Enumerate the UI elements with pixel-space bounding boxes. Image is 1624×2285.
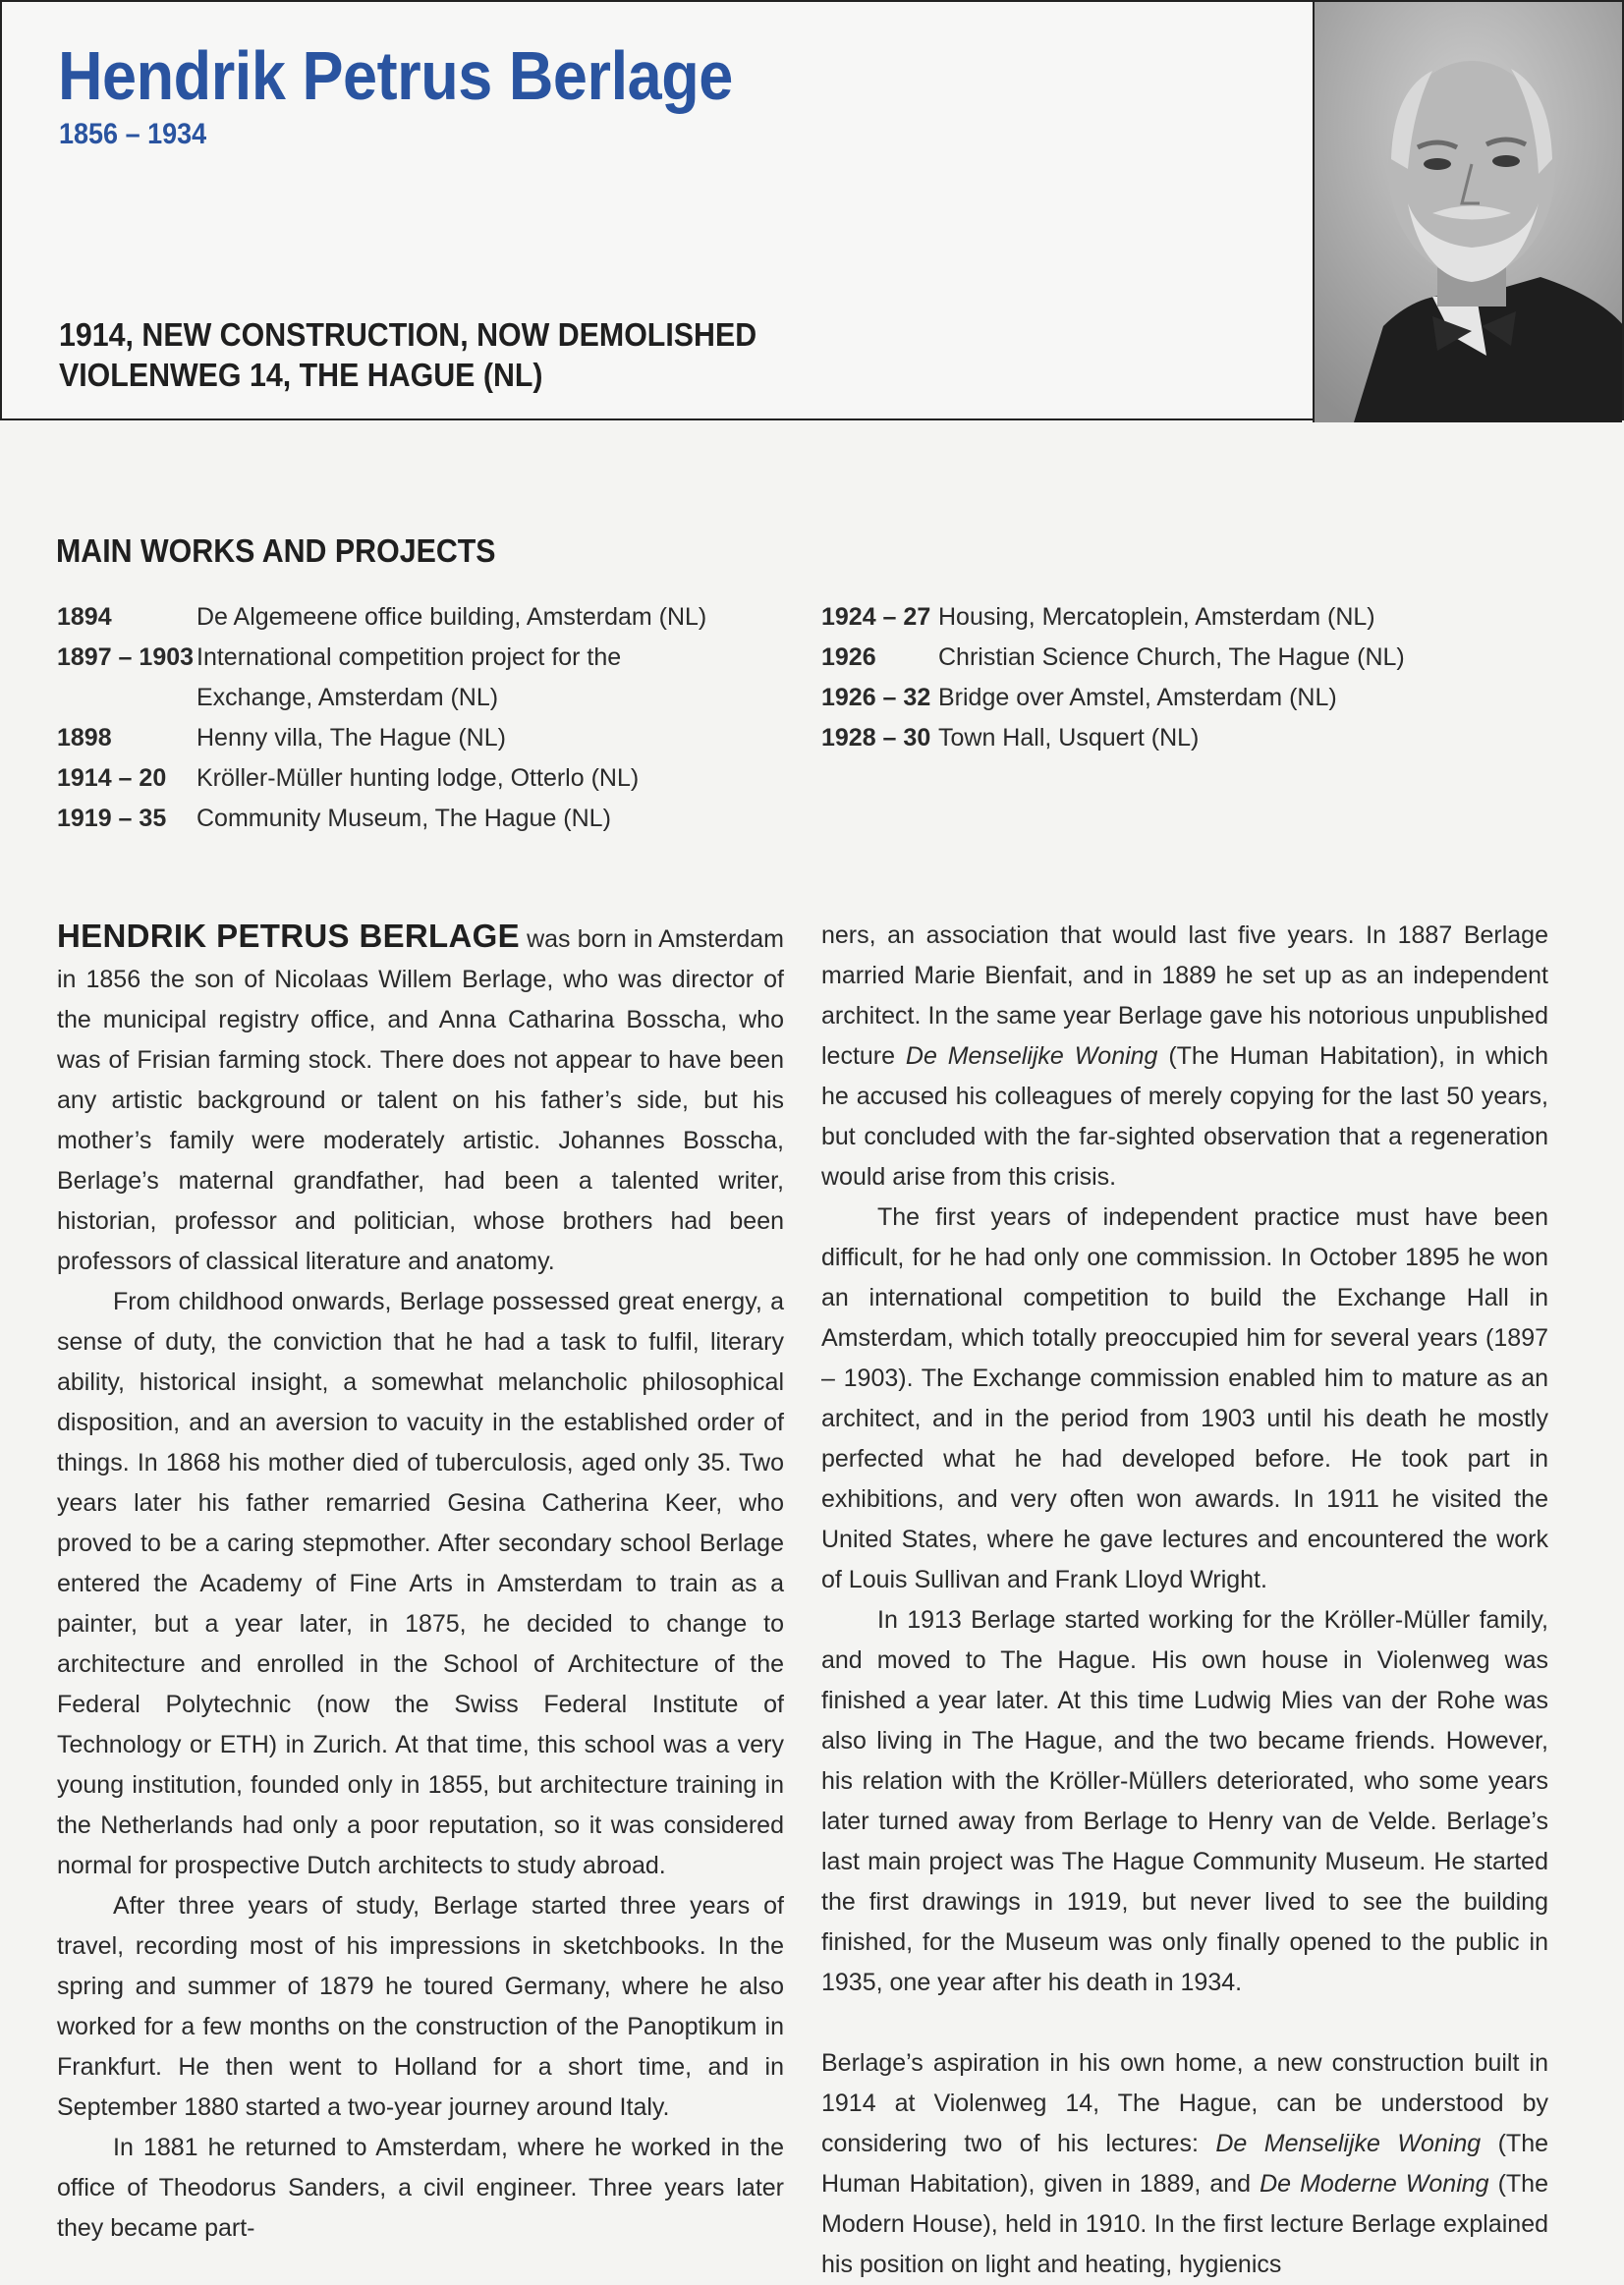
header-panel	[0, 0, 1624, 420]
work-title: International competition project for the	[196, 643, 622, 671]
work-year: 1897 – 1903	[57, 643, 195, 671]
architect-name: Hendrik Petrus Berlage	[58, 37, 733, 114]
work-title: Christian Science Church, The Hague (NL)	[938, 643, 1405, 671]
work-title: Community Museum, The Hague (NL)	[196, 805, 611, 832]
body-paragraph: From childhood onwards, Berlage possessed great energy, a sense of duty, the conviction that he had a task to fulfil, literary ability, historical insight, a somewhat melancholic philosophical disposition, and an aversion to vacuity in the established order of things. In 1868 his mother died of tuberculosis, aged only 35. Two years later his father remarried Gesina Catherina Keer, who proved to be a caring stepmother. After secondary school Berlage entered the Academy of Fine Arts in Amsterdam to train as a painter, but a year later, in 1875, he decided to change to architecture and enrolled in the School of Architecture of the Federal Polytechnic (now the Swiss Federal Institute of Technology or ETH) in Zurich. At that time, this school was a very young institution, founded only in 1855, but architecture training in the Netherlands had only a poor reputation, so it was considered normal for prospective Dutch architects to study abroad.	[57, 1288, 784, 1879]
work-year: 1926 – 32	[821, 684, 931, 711]
works-heading: MAIN WORKS AND PROJECTS	[56, 532, 496, 569]
work-title: Henny villa, The Hague (NL)	[196, 724, 506, 752]
body-column-left	[57, 916, 784, 2249]
works-list-right	[821, 597, 1405, 758]
work-item	[57, 638, 706, 678]
work-title: De Algemeene office building, Amsterdam (NL)	[196, 603, 707, 631]
paragraph-text: (The Human Habitation), in which he accused his colleagues of merely copying for the last 50 years, but concluded with the far-sighted observation that a regeneration would arise from this crisis.	[821, 1042, 1549, 1191]
body-paragraph: In 1913 Berlage started working for the Kröller-Müller family, and moved to The Hague. His own house in Violenweg was finished a year later. At this time Ludwig Mies van der Rohe was also living in The Hague, and the two became friends. However, his relation with the Kröller-Müllers deteriorated, who some years later turned away from Berlage to Henry van de Velde. Berlage’s last main project was The Hague Community Museum. He started the first drawings in 1919, but never lived to see the building finished, for the Museum was only finally opened to the public in 1935, one year after his death in 1934.	[821, 1606, 1548, 1996]
body-paragraph: The first years of independent practice must have been difficult, for he had only one commission. In October 1895 he won an international competition to build the Exchange Hall in Amsterdam, which totally preoccupied him for several years (1897 – 1903). The Exchange commission enabled him to mature as an architect, and in the period from 1903 until his death he mostly perfected what he had developed before. He took part in exhibitions, and very often won awards. In 1911 he visited the United States, where he gave lectures and encountered the work of Louis Sullivan and Frank Lloyd Wright.	[821, 1203, 1548, 1593]
work-title: Housing, Mercatoplein, Amsterdam (NL)	[938, 603, 1375, 631]
work-item	[57, 799, 706, 839]
project-line-1: 1914, NEW CONSTRUCTION, NOW DEMOLISHED	[59, 316, 757, 353]
work-item	[821, 678, 1405, 718]
paragraph-text: Berlage’s aspiration in his own home, a new construction built in 1914 at Violenweg 14, The Hague, can be understood by considering two of his lectures:	[821, 2049, 1548, 2157]
work-item	[821, 718, 1405, 758]
work-year: 1898	[57, 724, 112, 752]
lecture-title: De Menselijke Woning	[1215, 2130, 1482, 2157]
lecture-title: De Moderne Woning	[1260, 2170, 1489, 2198]
paragraph-text: ners, an association that would last five years. In 1887 Berlage married Marie Bienfait, and in 1889 he set up as an independent architect. In the same year Berlage gave his notorious unpublished lecture	[821, 921, 1548, 1070]
work-item	[57, 718, 706, 758]
work-title: Bridge over Amstel, Amsterdam (NL)	[938, 684, 1337, 711]
paragraph-text: (The Modern House), held in 1910. In the first lecture Berlage explained his position on light and heating, hygienics	[821, 2170, 1548, 2278]
work-year	[57, 678, 196, 718]
work-title: Town Hall, Usquert (NL)	[938, 724, 1200, 752]
portrait-illustration	[1315, 2, 1622, 422]
work-year: 1926	[821, 643, 876, 671]
body-paragraph: After three years of study, Berlage started three years of travel, recording most of his impressions in sketchbooks. In the spring and summer of 1879 he toured Germany, where he also worked for a few months on the construction of the Panoptikum in Frankfurt. He then went to Holland for a short time, and in September 1880 started a two-year journey around Italy.	[57, 1892, 784, 2121]
work-item	[57, 758, 706, 799]
lecture-title: De Menselijke Woning	[905, 1042, 1158, 1070]
body-paragraph	[821, 2043, 1548, 2285]
paragraph-text: (The Human Habitation), given in 1889, and	[821, 2130, 1549, 2198]
body-paragraph	[821, 916, 1548, 1198]
life-years: 1856 – 1934	[59, 118, 207, 150]
lead-name: HENDRIK PETRUS BERLAGE	[57, 918, 520, 954]
body-paragraph: In 1881 he returned to Amsterdam, where he worked in the office of Theodorus Sanders, a civil engineer. Three years later they became part-	[57, 2134, 784, 2242]
work-year: 1894	[57, 603, 112, 631]
portrait-photo	[1313, 2, 1622, 422]
work-title: Exchange, Amsterdam (NL)	[196, 684, 499, 711]
work-item	[821, 638, 1405, 678]
body-paragraph	[57, 916, 784, 1282]
works-list-left	[57, 597, 706, 839]
work-title: Kröller-Müller hunting lodge, Otterlo (NL)	[196, 764, 640, 792]
paragraph-text: was born in Amsterdam in 1856 the son of Nicolaas Willem Berlage, who was director of the municipal registry office, and Anna Catharina Bosscha, who was of Frisian farming stock. There does not appear to have been any artistic background or talent on his father’s side, but his mother’s family were moderately artistic. Johannes Bosscha, Berlage’s maternal grandfather, had been a talented writer, historian, professor and politician, whose brothers had been professors of classical literature and anatomy.	[57, 925, 784, 1275]
work-year: 1924 – 27	[821, 603, 931, 631]
work-year: 1914 – 20	[57, 764, 167, 792]
body-column-right	[821, 916, 1548, 2285]
project-line-2: VIOLENWEG 14, THE HAGUE (NL)	[59, 357, 543, 393]
work-year: 1919 – 35	[57, 805, 167, 832]
work-item	[821, 597, 1405, 638]
work-item	[57, 597, 706, 638]
work-year: 1928 – 30	[821, 724, 931, 752]
work-item	[57, 678, 706, 718]
